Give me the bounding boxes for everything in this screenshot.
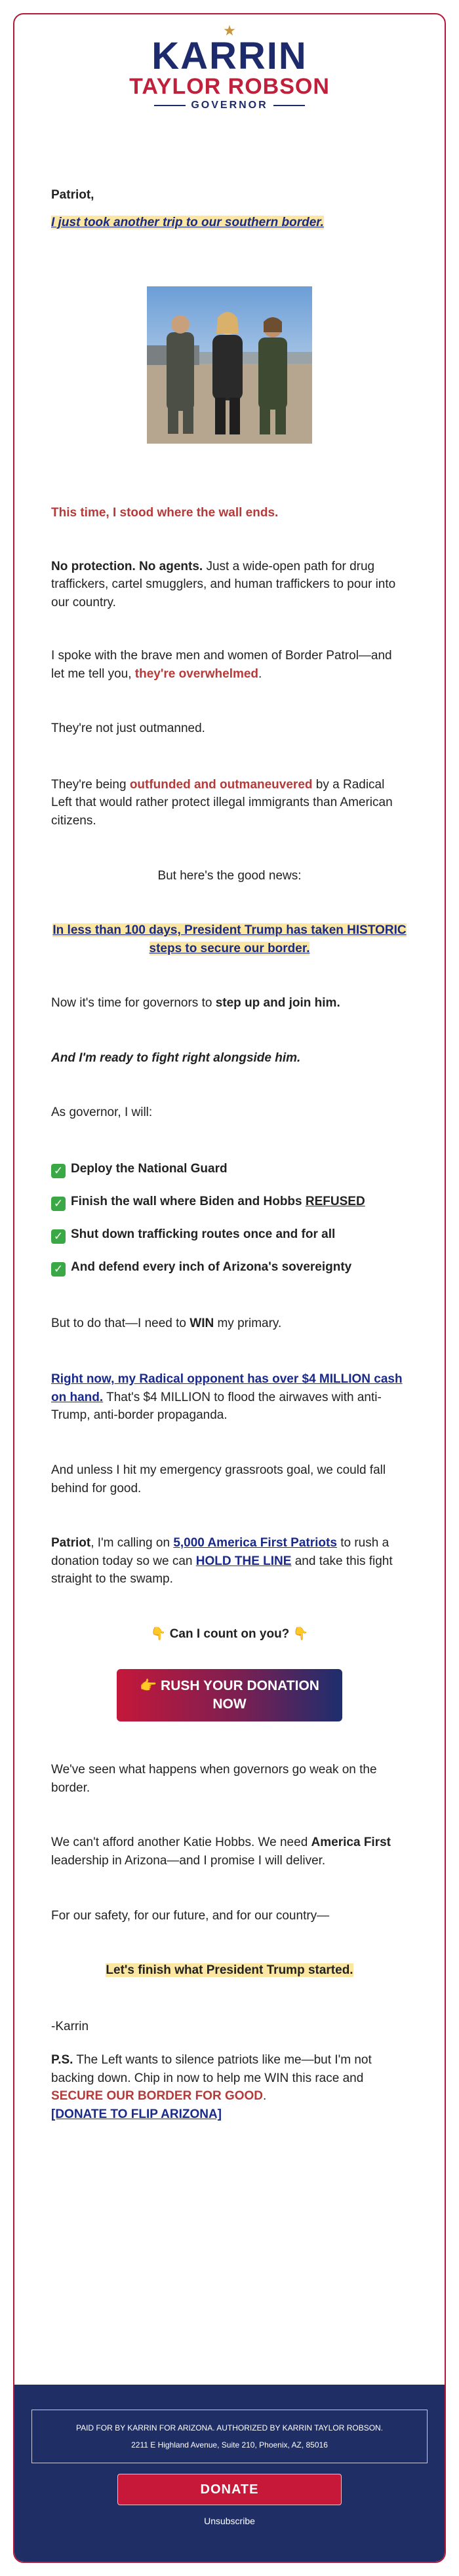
hobbs-rest: leadership in Arizona—and I promise I will deliver.: [51, 1853, 326, 1868]
logo-role-row: [14, 100, 445, 111]
hold-the-line-link[interactable]: HOLD THE LINE: [195, 1554, 292, 1568]
fight-line: And I'm ready to fight right alongside him.: [51, 1050, 301, 1065]
ps-bold: P.S.: [51, 2053, 73, 2067]
logo-name-line2: TAYLOR ROBSON: [129, 74, 330, 99]
border-patrol-text: I spoke with the brave men and women of Border Patrol—and let me tell you,: [51, 649, 392, 681]
ps-red: SECURE OUR BORDER FOR GOOD: [51, 2089, 264, 2104]
wall-line: This time, I stood where the wall ends.: [51, 506, 279, 520]
no-protection-paragraph: [51, 558, 408, 612]
flip-arizona-link[interactable]: [DONATE TO FLIP ARIZONA]: [51, 2107, 222, 2121]
seen-paragraph: We've seen what happens when governors go weak on the border.: [51, 1763, 377, 1795]
pledge-item: [51, 1225, 408, 1244]
signoff: -Karrin: [51, 2019, 89, 2033]
win-bold: WIN: [190, 1316, 214, 1330]
checkmark-icon: ✓: [51, 1229, 66, 1244]
safety-paragraph: For our safety, for our future, and for our country—: [51, 1908, 330, 1923]
patriots-link[interactable]: 5,000 America First Patriots: [173, 1536, 337, 1550]
pledge-item: [51, 1258, 408, 1277]
pledge-underline: REFUSED: [305, 1194, 365, 1208]
outfunded-paragraph: [51, 776, 408, 830]
goal-paragraph: And unless I hit my emergency grassroots goal, we could fall behind for good.: [51, 1463, 386, 1495]
ps-text: The Left wants to silence patriots like me—but I'm not backing down. Chip in now to help me WIN this race and: [51, 2053, 372, 2085]
footer: [14, 2385, 445, 2562]
photo-wrap: [51, 286, 408, 444]
ps-end: .: [263, 2089, 267, 2104]
footer-donate-button[interactable]: DONATE: [117, 2474, 342, 2505]
footer-donate-wrap: [14, 2474, 445, 2505]
count-on-you-line: [51, 1625, 408, 1644]
ps-paragraph: [51, 2051, 408, 2123]
checkmark-icon: ✓: [51, 1197, 66, 1211]
rush-donation-button[interactable]: [117, 1669, 342, 1721]
governors-bold: step up and join him.: [215, 996, 340, 1010]
outfunded-red: outfunded and outmaneuvered: [129, 777, 313, 792]
pledge-text: Finish the wall where Biden and Hobbs: [71, 1194, 306, 1208]
trip-line[interactable]: [51, 214, 408, 232]
as-governor: As governor, I will:: [51, 1105, 153, 1120]
win-end: my primary.: [214, 1316, 282, 1330]
campaign-logo: [14, 14, 445, 113]
patriot-text1: , I'm calling on: [90, 1536, 174, 1550]
patriot-text3: and take this fight straight to the swamp.: [51, 1554, 393, 1586]
border-patrol-end: .: [258, 666, 262, 681]
win-start: But to do that—I need to: [51, 1316, 190, 1330]
opponent-paragraph: [51, 1370, 408, 1425]
email-card: [13, 13, 446, 2563]
rush-donation-label: RUSH YOUR DONATION NOW: [161, 1678, 319, 1712]
opponent-link[interactable]: Right now, my Radical opponent has over $4 MILLION cash on hand.: [51, 1372, 403, 1404]
patriot-text2: to rush a donation today so we can: [51, 1536, 389, 1568]
hobbs-paragraph: [51, 1834, 408, 1870]
logo-name-line1: KARRIN: [151, 35, 308, 77]
pledge-item: [51, 1193, 408, 1211]
finish-line: [51, 1961, 408, 1980]
point-right-icon: 👉: [140, 1678, 157, 1694]
outmanned-paragraph: They're not just outmanned.: [51, 721, 205, 736]
good-news: But here's the good news:: [157, 868, 302, 883]
border-photo: [147, 286, 312, 444]
pledge-item: [51, 1160, 408, 1178]
pledge-text: Shut down trafficking routes once and for all: [71, 1227, 336, 1241]
border-patrol-paragraph: [51, 647, 408, 683]
disclaimer-box: [31, 2410, 428, 2463]
logo-divider-left: [154, 105, 186, 106]
patriot-paragraph: [51, 1534, 408, 1588]
paid-for-text: PAID FOR BY KARRIN FOR ARIZONA. AUTHORIZED BY KARRIN TAYLOR ROBSON.: [75, 2423, 384, 2432]
pledge-text: And defend every inch of Arizona's sovereignty: [71, 1259, 352, 1274]
star-icon: ★: [223, 22, 236, 39]
no-protection-rest: Just a wide-open path for drug traffickers, cartel smugglers, and human traffickers to pour into our country.: [51, 559, 396, 609]
governors-start: Now it's time for governors to: [51, 996, 216, 1010]
hobbs-bold: America First: [311, 1836, 391, 1850]
border-patrol-red: they're overwhelmed: [134, 666, 259, 681]
cta-wrap: [51, 1669, 408, 1721]
trump-link[interactable]: In less than 100 days, President Trump has taken HISTORIC steps to secure our border.: [52, 923, 407, 955]
checkmark-icon: ✓: [51, 1164, 66, 1178]
address-text: 2211 E Highland Avenue, Suite 210, Phoenix, AZ, 85016: [131, 2440, 328, 2450]
governors-paragraph: [51, 994, 408, 1012]
trip-link[interactable]: I just took another trip to our southern border.: [51, 215, 324, 229]
point-down-icon: 👇: [150, 1626, 167, 1641]
outfunded-start: They're being: [51, 777, 130, 792]
hobbs-start: We can't afford another Katie Hobbs. We need: [51, 1836, 311, 1850]
outfunded-rest: by a Radical Left that would rather protect illegal immigrants than American citizens.: [51, 777, 393, 828]
checkmark-icon: ✓: [51, 1262, 66, 1277]
unsubscribe-link[interactable]: Unsubscribe: [204, 2516, 255, 2526]
trump-paragraph[interactable]: [51, 921, 408, 957]
email-body: [14, 186, 445, 2123]
patriot-bold: Patriot: [51, 1536, 91, 1550]
pledge-text: Deploy the National Guard: [71, 1161, 228, 1176]
win-paragraph: [51, 1315, 408, 1333]
count-on-you-text: Can I count on you?: [169, 1626, 290, 1641]
greeting: Patriot,: [51, 188, 94, 202]
opponent-rest: That's $4 MILLION to flood the airwaves with anti-Trump, anti-border propaganda.: [51, 1390, 382, 1423]
finish-highlight: Let's finish what President Trump started.: [106, 1963, 353, 1978]
logo-role: GOVERNOR: [191, 100, 268, 111]
no-protection-bold: No protection. No agents.: [51, 559, 203, 573]
logo-divider-right: [273, 105, 305, 106]
point-down-icon: 👇: [292, 1626, 309, 1641]
